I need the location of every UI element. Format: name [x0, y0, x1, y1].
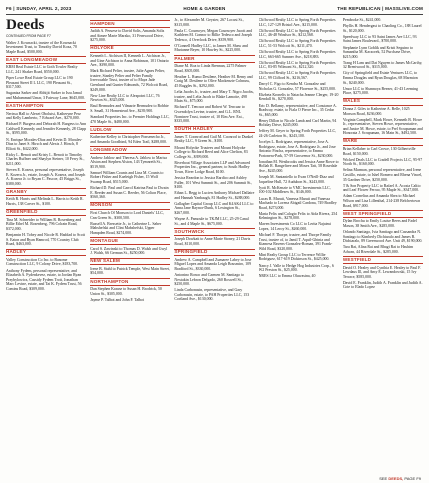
deed-entry: City of Springfield and Estate Ventures LLC, to Emma Douglas and Ryan Douglas, 68 Marmion St., $240,000.: [342, 71, 418, 85]
deed-entry: Nerissa Hall to Alexei Obolutsi, Katheryne Perz and Kelly Lamberto, 7 Edward Ave., $270,000.: [6, 111, 81, 121]
column-4: [259, 18, 339, 476]
town-heading: SPRINGFIELD: [174, 249, 254, 257]
deed-entry: Jeffrey M. Geyer to Spring Forth Properties LLC, 24-26 Carleton St., $243,100.: [258, 129, 337, 138]
town-heading: NORTHAMPTON: [90, 278, 170, 286]
deed-entry: Cliffwood Realty LLC to Spring Forth Properties LLC, 99 Clifford St., $216,567.: [258, 71, 336, 80]
deed-entry: Orlando Santiago, Ivia Santiago and Cassandra N. Santiago to Kimberly Dichiaralo and James R. Dichiaralo, 89 Greenwood Ave. Unit 49, $190,000.: [342, 229, 423, 244]
deed-entry: Anthony Fydem, personal representative, and Elizabeth A. Fydenkevez, estate, to Jordan Ryan Przybylowicz, Cassidy Fydem Trott, Jonathan Marc Levine, estate, and Tai K. Fydem Trust, 56 Comins Road, $309,000.: [6, 268, 82, 291]
deed-entry: Tina M. Schneider to William R. Rosenberg and Billie Ethel M. Rosenberg, 796 Colrain Road, $372,000.: [6, 217, 82, 231]
deed-entry: Brian Kellaher to Carl Crowe, 130 Gilbertville Road, $150,000.: [342, 147, 416, 156]
deed-entry: Samuel William Counts and Lina M. Counts to Robert Fisher and Kaeleigh Fisher, 15 Wolf Swamp Road, $515,000.: [90, 170, 164, 185]
deed-entry: Trang H Lam and Dat Nguyen to James McCarthy, 32 Brentwood St., $315,000.: [342, 60, 423, 70]
deed-entry: New Line Realty LLC to Alexpoint LLC, 76 Newton St., $325,000.: [90, 93, 160, 103]
deed-entry: Riverboat Village Associates LLP and Advanced Properties Inc., general partner, to South Hadley Town, River Lodge Road, $100.: [174, 160, 251, 174]
deed-entry: Wayne A. Pamoule to TKJM LLC, 25-29 Canal St., and 4 Maple St., $675,000.: [174, 217, 249, 226]
deed-entry: N. Enrique Morales-Diaz and Kevin D. Morales-Diaz to Janet S. Hirsch and Alexis J. Hirsch, 8 Elliott St., $422,000.: [6, 137, 83, 151]
footer-see: SEE: [379, 476, 388, 481]
deed-entry: Richard D. Paul and Carrol Katrina Paul to Dwain E. Reeder and Susan C. Reeder, 56 Colton Place, $560,360.: [90, 186, 169, 200]
deed-entry: Maven Investments Co LLC to Lerita Najaimi Lopez, 14 Leroy St., $260,000.: [258, 222, 331, 231]
town-heading: GRANBY: [6, 188, 86, 196]
deed-entry: Paula C. Cournoyer, Megan Cournoyer Jacott and Kathleen M. Connor to Billie Tedesco and Joseph Tedesco, 4 Overlook Drive, $359,900.: [174, 28, 253, 42]
deed-entry: Virginia Campbell, Mark Howe, Kenneth B. Howe Jr., representative, Steven Howe, representative, and Janice M. Howe, estate, to Prel Scrapuman and Honorata J. Scrapuman, 16 Main St., $492,500.: [342, 117, 423, 136]
deed-entry: David O. Healey and Cynthia E. Healey to Paul F. Lewdaus Ill, and Amy E. Lewandowski, 15 Ivy Terrace, $585,000.: [342, 265, 421, 279]
deed-entry: Mint Realty Group LLC to Terrence Willie Rodriguez, 617-619 Dickinson St., $425,000.: [258, 252, 330, 262]
deed-entry: Cliffwood Realty LLC to Spring Forth Properties LLC, 46-48 Windsor St., $212,568.: [258, 28, 336, 38]
deed-entry: Linda Carbonasin, representative, and Gary Carbonasin, estate, to PAH Properties LLC, 153 Cortland Ave., $130,000.: [174, 288, 250, 302]
deed-entry: Benjamin H. Tobey and Nicole R. Haddad to Scott S. Eaton and Ryan Hamrod, 770 Country Club Road, $463,000.: [6, 233, 85, 247]
deed-entry: Pembroke St., $241,000.: [342, 18, 382, 22]
footer-page: PAGE F9: [404, 476, 421, 481]
deed-entry: T & Son Property LLC to Rafael A. Acosta Caltio and Leaf Flower Ferrao, 95 Maple St., $347,000.: [342, 183, 421, 193]
deed-entry: Richard P. Burgess and Deborah H. Burgess to Ann Caldwell Kennedy and Jennifer Kennedy, 28 Clapp St., $595,000.: [6, 122, 87, 136]
deed-entry: Lucas R. Maruti, Vanessa Maruti and Vanessa Machado to Lorena Abigail Cardona, 749 Bradley Road, $273,000.: [258, 196, 337, 210]
column-1-body: [6, 41, 86, 292]
deed-entry: David E. Franklin, Judith A. Franklin and Judith A. Cote to Elado Lopez: [342, 280, 423, 290]
deed-entry: Jocelyn L. Rodriguez, representative, Jose A. Rodriguez, estate, Jose A. Rodriguez Jr., and Jose Antonio Fincha, representative, to Emma Portonera-Park, 57-59 Grosvenor St., $230,000.: [258, 140, 336, 158]
column-1: [6, 18, 86, 476]
deed-entry: Judith A. Peruese to David Solis, Amanda Solis and Aimee Marie Marzko, 31 Fernwood Drive, $275,000.: [90, 29, 165, 43]
deed-entry: Kenneth L. Atchison II, Kenneth L. Atchison Jr., and Gine Atchison to Anna Robinson, 101 Ontario Ave., $390,000.: [90, 54, 169, 68]
deed-entry: Andrew A. Campbell and Zumaree Labey to Jose Miguel Lopez and Amanda Leigh Bousmiro, 109 Bradford St., $330,000.: [174, 257, 252, 271]
town-heading: WEST SPRINGFIELD: [343, 210, 423, 218]
deed-entry: Cliffwood Realty LLC to Spring Forth Properties LLC, 127-129 Bristol Ave., $215,000.: [258, 18, 336, 27]
deed-entry: Darryl C. Figo to Kendra M. Gonzalez and Nicholas G. Gonzalez, 57 Florence St., $255,000.: [258, 82, 336, 91]
deed-entry: Valley Construction Co Inc. to Banome Construction LLC, 9 Colony Drive, $183,700.: [6, 257, 79, 267]
deeds-columns: [6, 18, 423, 476]
deed-entry: KRM Real Estate LLC to Goth Towler Realty LLC, 241 Shaker Road, $550,000.: [6, 65, 78, 74]
page-header: [6, 3, 423, 15]
town-heading: WARE: [343, 138, 423, 146]
deed-entry: Lelia Jacobs Jr., trustee, and Mary T. Nigro Jacobs, trustee, and Lelia Jacob to Blake Lamotte, 498 Main St., $75,000.: [174, 90, 254, 104]
deed-entry: Tara Bai, Alina Rai and Bhagi Rai to Hashim Adwan, 44 Riverdale St., $285,000.: [342, 245, 414, 254]
deed-entry: Elizbeta Kronelis to Natacha Jeanne Clerger, 19-20 Kendall St., $270,000.: [258, 92, 339, 102]
deed-entry: Jr., to Alexander M. Geyster, 267 Locust St., $315,000.: [174, 18, 244, 27]
town-heading: HAMPDEN: [90, 20, 170, 28]
town-heading: WESTFIELD: [343, 256, 423, 264]
newspaper-page: [0, 3, 429, 483]
continued-footer[interactable]: [379, 476, 421, 481]
deed-entry: Michael F. Thorpe, trustee, and Thorpe Family Trust, trustee of, to Jamil T. Aquil-Ghinia and Kiamesa Ravens-Gonzalez-Roman, 391 Frank-Wild Road, $320,000.: [258, 233, 333, 251]
town-heading: HADLEY: [6, 249, 86, 257]
deed-entry: Suganiza Sarker and Abhijit Sarker to Isra Jamal and Muhammad Umar, 3 Fairway Lane, $645,000.: [6, 91, 85, 100]
town-heading: LONGMEADOW: [90, 146, 170, 154]
deed-entry: Jonathan M. Westbrooks and Jessica Anne Rowe to Hollah R. Rangeltree and Moses Tatt, 58 Rosedale Ave., $245,000.: [258, 159, 339, 173]
deed-entry: Phyllis H. Hendergast to Chaoling Co., 188 Laurel St., $120,000.: [342, 24, 422, 33]
deed-entry: Henry Dillon to Nicole Lamb and Carl Martin, 94 Holiday Drive, $245,000.: [258, 118, 337, 128]
deed-entry: O'Connell Hadley LLC, to James M. Shaw and Marianne Beyer, 10 Hawley St., $225,000.: [174, 43, 248, 53]
deed-entry: Walter J. Kownacki, trustee of the Kownacki Investment Trust, to Timothy David Koza, 70 Maple Road, $500,000.: [6, 40, 77, 54]
deed-entry: Carol S. Zawinski to Thomas D. Walsh and Gwyl J. Walsh, 66 German St., $250,000.: [90, 246, 168, 256]
town-heading: MONTAGUE: [90, 237, 170, 245]
deed-entry: Maria Felix and Calogio Felix to Aida Rivera, 254 Kelmington St., $278,000.: [258, 211, 338, 221]
town-heading: MONSON: [90, 202, 170, 210]
deed-entry: Gallagher Capital Group LLC and K4AK4 LLC to Anna Jane Raynor-Dunk, 6 Lexington St., $267,000.: [174, 201, 254, 215]
deed-entry: Steven E. Kozera, personal representative, Joseph E. Kozera Jr., estate, Joseph A. Kozera, and Joseph A. Kozera Jr. to Bryan C. Pascoe, 45 Briggs St., $380,000.: [6, 168, 86, 186]
deed-entry: Eric D. Bellamy, representative, and Constance A. Bradway, estate, to Fiala O Pierre Inc., 35 Cedar St., $65,000.: [258, 103, 337, 117]
deed-entry: Richard T. Tencuar and Robert W. Tencuar to Gwendolyn Levine, trustee, and G.L. RNL Nominee Trust, trustee of, 10 Elm Ave. Ext., $335,000.: [174, 105, 245, 124]
deed-entry: Dan Stephen Krause to Susan H. Brodrick, 50 Union St., $305,000.: [90, 287, 162, 296]
deed-entry: Andrew Jablow and Theresa A. Jablow to Marisa Alston and Stephen Alston, 143 Tymnreth St., $519,900.: [90, 155, 167, 169]
deed-entry: Speedway LLC to 93 Saint James Ave LLC, 93 Saint James Boulevard., $700,000.: [342, 34, 417, 44]
deed-entry: Wicked Deals LLC to Cradell Projects LLC, 95-97 North St., $160,000.: [342, 157, 423, 167]
town-heading: HOLYOKE: [90, 45, 170, 53]
town-heading: SOUTHWICK: [174, 228, 254, 236]
header-dateline: F6 | SUNDAY, APRIL 2, 2023: [6, 6, 72, 11]
deed-entry: First Church Of Monson to Lord Daniels' LLC, Cnn Green St., $300,500.: [90, 211, 164, 220]
column-5: [343, 18, 423, 476]
continued-note: CONTINUED FROM PAGE F7: [6, 34, 51, 38]
deed-entry: Mark Richard Pelter, trustee, Julie Agnes Pelter, trustee, Stanley Pelter and Pelter Family Irrevocable Trust, trustee of to Maya Jade Grenlund and Gunter Edmonds, 72 Wolcott Road, $249,000.: [90, 69, 169, 92]
town-heading: EAST LONGMEADOW: [6, 56, 86, 64]
deed-entry: Stephanie Lynn Goblik and Kristi Seguino to Samantha M. Kaczorek, 52 Purchase Drive, $215,000.: [342, 45, 414, 59]
deed-entry: Dylan Brochu to Emily Louise Beers and Fadel Mason, 38 Smith Ave., $285,000.: [342, 219, 417, 228]
deed-entry: Nancy J. Valle to Hedge Hog Industries Corp., 6 W2 Preston St., $25,000.: [258, 263, 334, 273]
deed-entry: Antonino Ronco and Carmen M. Santiago to Nextakin Lebron Delgado, 260 Roswell St., $250,000.: [174, 273, 245, 287]
deed-entry: Cliffwood Realty LLC to Spring Forth Properties LLC, 663-665 Sumner Ave., $218,883.: [258, 50, 336, 59]
town-heading: SOUTH HADLEY: [174, 126, 254, 134]
footer-section-link: DEEDS,: [388, 476, 404, 481]
page-title: Deeds: [6, 18, 45, 33]
deed-entry: Diane M. Roa to Linda Brennan, 2275 Palmer Road, $305,000.: [174, 64, 247, 73]
town-heading: NEW SALEM: [90, 258, 170, 266]
deed-entry: Selina Marman, personal representative, and Irene Castillo, estate, to Ishel Romero and Rhena Vincel, 35 Gardner Drive, $250,000.: [342, 168, 423, 182]
deed-entry: Piper Lowe Real Estate Group LLC to 190 Pleasant Street II L LLC, 190 Pleasant St., $317,500.: [6, 76, 73, 90]
deed-entry: Jayme P. Talbot and John F. Talbot: [90, 297, 145, 302]
deed-entry: Russell A. Bressette Jr., to Catherine L. Saber Mabshefski and Clint Mabshefski, Upper Hampden Road, $274,000.: [90, 221, 162, 235]
town-heading: PALMER: [174, 55, 254, 63]
deed-entry: Cliffwood Realty LLC to Spring Forth Properties LLC, 51-53 Wolcott St., $211,470.: [258, 39, 336, 48]
deed-entry: Raul Bermudez and Vilmarie Bermudez to Bobbie S. Small, 31 Homestead Ave., $239,900.: [90, 104, 169, 113]
deed-entry: Jyoti R. McKenzie to VMC Investments LLC, 100-102 Middlesex St., $146,000.: [258, 185, 331, 195]
deed-entry: Cliffwood Realty LLC to Spring Forth Properties LLC, 83-85 Wilmont St., $212,320.: [258, 60, 336, 70]
deed-entry: Ricky L. Benoit and Kristy L. Benoit to Timothy Charles Ruffner and Shaylyn Steiner, 10 Ferry St., $211,000.: [6, 152, 85, 166]
deed-entry: Irene B. Stahl to Patrick Temple, West Main Street, $54,000.: [90, 266, 170, 276]
town-heading: WALES: [343, 98, 423, 106]
column-3: [174, 18, 254, 476]
deed-entry: Mount Holyoke Trustees and Mount Holyoke College to Richard Reed and Alice Chelton, 83 College St., $399,000.: [174, 145, 248, 159]
deed-entry: NRES LLC to Emma Oluwasina, 40: [258, 274, 316, 279]
deed-entry: Keith R. Harris and Melinda L. Harris to Keith R. Harris, 138 Carver St., $100.: [6, 197, 84, 207]
header-section: HOME & GARDEN: [183, 6, 226, 11]
deed-entry: James T. Coonrod and Gail M. Coonrod to Dunkel Realty LLC, 9 Green St., $100.: [174, 134, 254, 144]
deed-entry: Adam Cornelius and Amanda Shea to Michael Wilson and Lisa Lillenthal, 214-238 Belchertown Road, $917,000.: [342, 194, 421, 208]
deed-entry: Katherine Kelley to Christopher Ponsenecho Jr., and Amanda Goodhind, 94 Eden Trail, $288,000.: [90, 135, 167, 144]
column-2: [90, 18, 170, 476]
deed-entry: Donna J. Giles to Katherine A. Belle, 1025 Monson Road, $236,000.: [342, 107, 410, 116]
deed-entry: Jessica Reardon to Jessica Rardico and Ashley Fuller, 101 West Summit St., and 206 Summit St., $100.: [174, 175, 253, 190]
town-heading: GREENFIELD: [6, 209, 86, 217]
deed-entry: Joseph M. Santaniello to Evan O'Neill-Diaz and Jaqueline Hull, 72 Audubon St., $243,000.: [258, 175, 334, 184]
deed-entry: Umor LLC to Shannoya Beezer, 41-43 Leeming Place, $275,000.: [342, 86, 418, 96]
deed-entry: Ethan L. Begg to Lucien Anthony Michael Dallaire and Hannah Yanbaugh, 81 Hadley St., $288,000.: [174, 191, 255, 200]
deed-entry: Standard Properties Inc. to Premier Holdings LLC, 470 Maple St., $480,000.: [90, 115, 170, 124]
deed-entry: Joseph Dowkatt to Anne Marie Stoney, 21 Davis Road, $110,000.: [174, 237, 251, 247]
town-heading: EASTHAMPTON: [6, 102, 86, 110]
town-heading: LUDLOW: [90, 126, 170, 134]
header-publication: THE REPUBLICAN | MASSLIVE.COM: [337, 6, 423, 11]
deed-entry: Heather L. Rumo Desilene, Heather M. Remy and Craig M. Desilene to Olive Mackenzie Cohnuss, 45 Ruggles St., $292,000.: [174, 74, 253, 89]
